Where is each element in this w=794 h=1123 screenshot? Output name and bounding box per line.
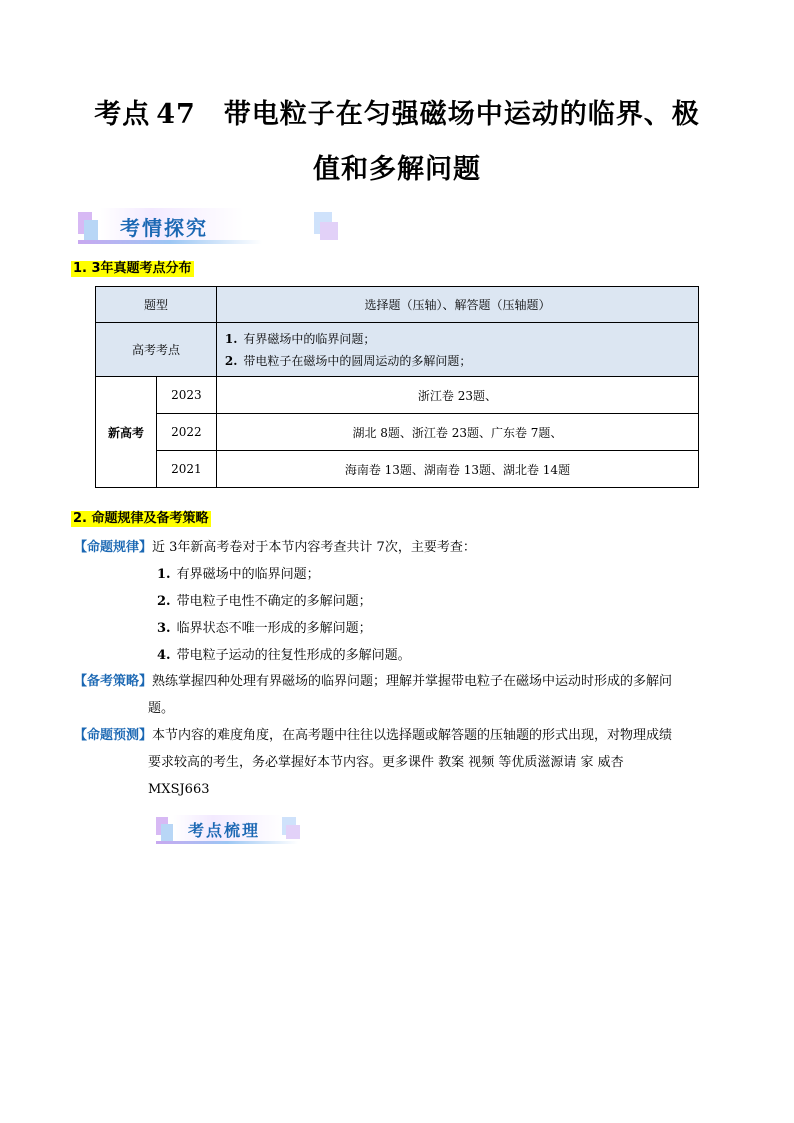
list-item: 1. 有界磁场中的临界问题； [157, 567, 320, 582]
table-cell-papers: 湖北 8题、浙江卷 23题、广东卷 7题、 [216, 414, 698, 451]
section-banner-exam-analysis [78, 208, 262, 242]
list-item: 2. 带电粒子电性不确定的多解问题； [157, 594, 372, 609]
table-row [96, 287, 699, 323]
banner-label: 考情探究 [120, 216, 208, 240]
strategy-line1: 熟练掌握四种处理有界磁场的临界问题；理解并掌握带电粒子在磁场中运动时形成的多解问 [152, 674, 673, 689]
forecast-paragraph [74, 722, 734, 749]
banner-label: 考点梳理 [188, 821, 261, 840]
strategy-tag: 【备考策略】 [74, 674, 153, 689]
table-cell-year: 2022 [156, 414, 216, 451]
banner-decoration [286, 825, 300, 839]
rules-paragraph [74, 534, 734, 561]
forecast-tag: 【命题预测】 [74, 728, 153, 743]
page-title-line1 [60, 86, 734, 144]
table-row [96, 377, 699, 414]
table-cell-year: 2023 [156, 377, 216, 414]
banner-decoration [161, 824, 173, 842]
list-item: 1. 有界磁场中的临界问题； [224, 331, 376, 346]
table-cell-label: 高考考点 [96, 323, 217, 377]
rules-intro: 近 3年新高考卷对于本节内容考查共计 7次，主要考查： [152, 540, 476, 555]
table-cell-new-exam: 新高考 [96, 377, 157, 488]
forecast-line1: 本节内容的难度角度，在高考题中往往以选择题或解答题的压轴题的形式出现，对物理成绩 [152, 728, 673, 743]
strategy-paragraph [74, 668, 734, 695]
table-cell-label: 题型 [96, 287, 217, 323]
list-item: 3. 临界状态不唯一形成的多解问题； [157, 621, 372, 636]
list-item: 4. 带电粒子运动的往复性形成的多解问题。 [157, 648, 411, 663]
rules-list [157, 561, 717, 669]
table-row [96, 414, 699, 451]
banner-decoration [320, 222, 338, 240]
title-text: 带电粒子在匀强磁场中运动的临界、极 [223, 99, 700, 130]
rules-tag: 【命题规律】 [74, 540, 153, 555]
section-heading-strategy: 2. 命题规律及备考策略 [73, 511, 209, 526]
title-number: 47 [156, 99, 196, 130]
table-cell-papers: 海南卷 13题、湖南卷 13题、湖北卷 14题 [216, 451, 698, 488]
list-item: 2. 带电粒子在磁场中的圆周运动的多解问题； [224, 353, 472, 368]
exam-distribution-table [95, 286, 699, 488]
section-banner-key-points [156, 815, 298, 843]
table-cell-year: 2021 [156, 451, 216, 488]
banner-decoration [84, 220, 98, 242]
table-row [96, 451, 699, 488]
table-cell-points [216, 323, 698, 377]
section-heading-distribution: 1. 3年真题考点分布 [73, 261, 192, 276]
forecast-line3: MXSJ663 [148, 782, 210, 797]
page-title-line2: 值和多解问题 [313, 154, 481, 185]
table-cell-value: 选择题（压轴）、解答题（压轴题） [216, 287, 698, 323]
forecast-line2: 要求较高的考生，务必掌握好本节内容。更多课件 教案 视频 等优质滋源请 家 威杏 [148, 755, 624, 770]
strategy-line2: 题。 [148, 701, 175, 716]
banner-underline [156, 841, 298, 844]
table-cell-papers: 浙江卷 23题、 [216, 377, 698, 414]
table-row [96, 323, 699, 377]
title-prefix: 考点 [94, 99, 151, 130]
